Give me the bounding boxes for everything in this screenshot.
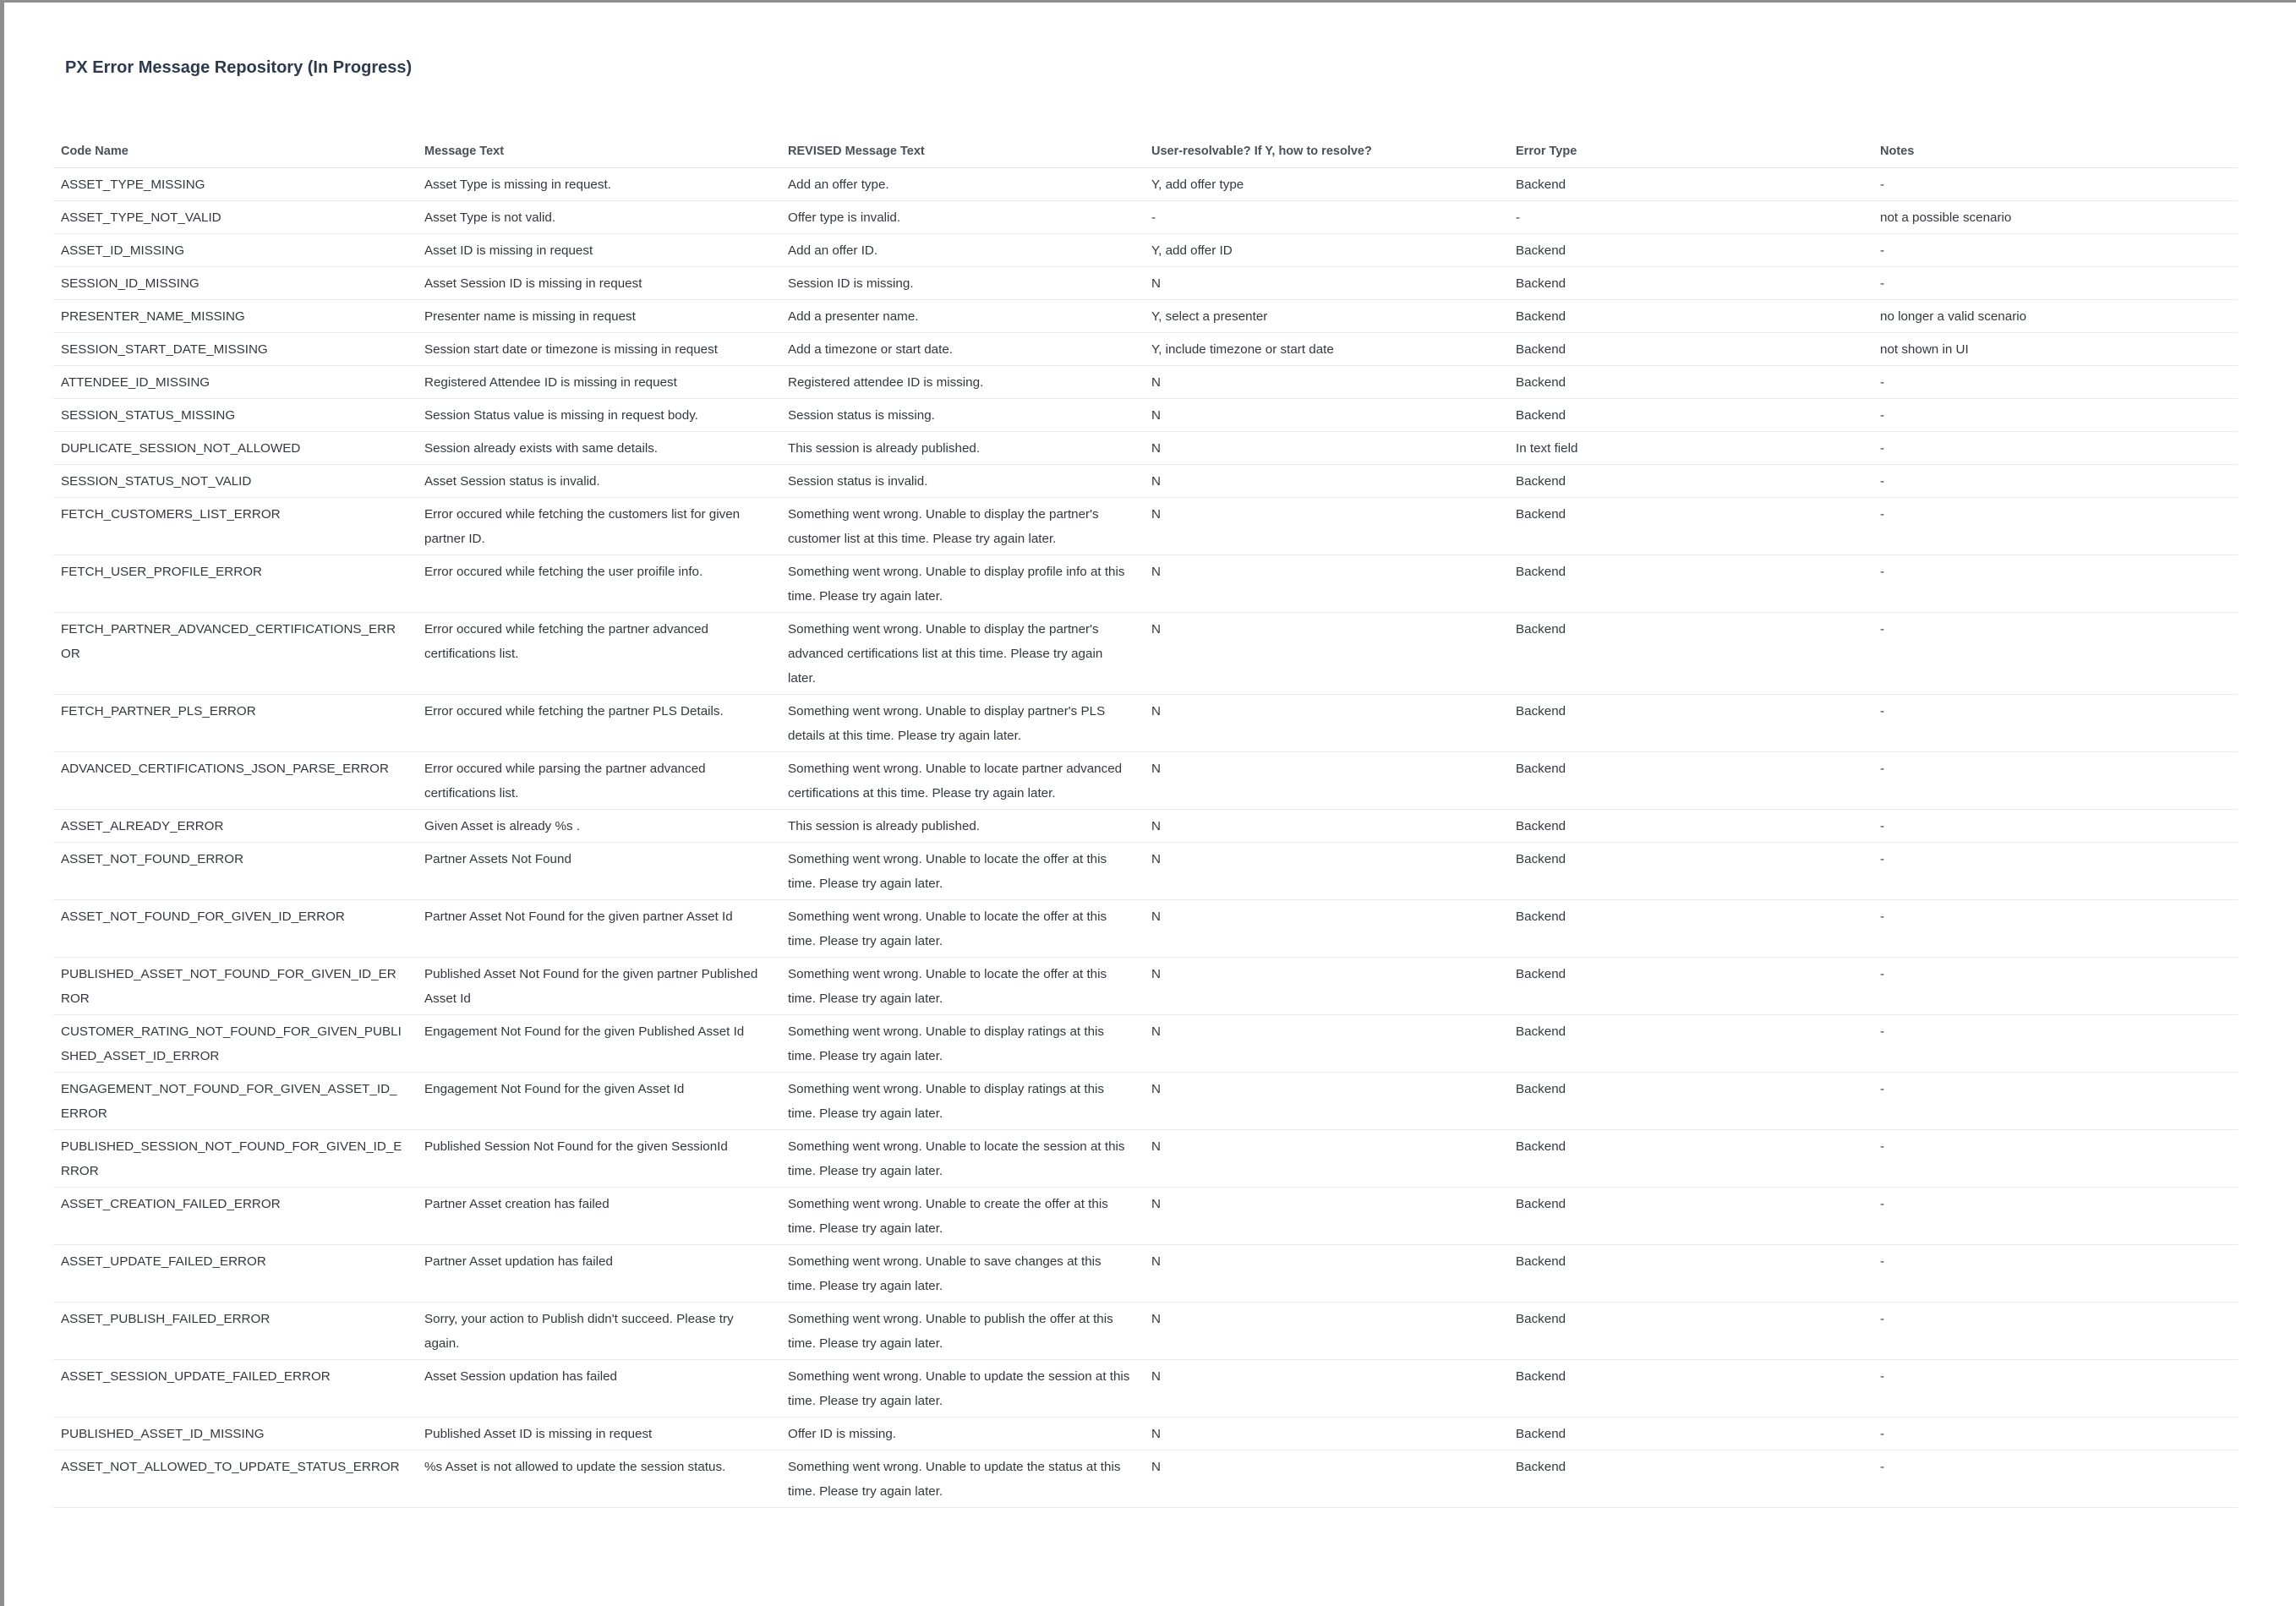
revised-message-text-cell: Add an offer type.	[780, 168, 1144, 201]
error-type-cell: Backend	[1508, 843, 1872, 900]
table-row	[53, 958, 2238, 1015]
error-type-cell: Backend	[1508, 1188, 1872, 1245]
revised-message-text-cell: Something went wrong. Unable to save changes at this time. Please try again later.	[780, 1245, 1144, 1303]
user-resolvable-cell: N	[1144, 1450, 1508, 1508]
user-resolvable-cell: N	[1144, 1073, 1508, 1130]
notes-cell: -	[1872, 695, 2238, 752]
notes-cell: -	[1872, 1303, 2238, 1360]
user-resolvable-cell: N	[1144, 1303, 1508, 1360]
notes-cell: -	[1872, 613, 2238, 695]
notes-cell: -	[1872, 752, 2238, 810]
error-type-cell: Backend	[1508, 810, 1872, 843]
revised-message-text-cell: Something went wrong. Unable to locate the offer at this time. Please try again later.	[780, 958, 1144, 1015]
notes-cell: no longer a valid scenario	[1872, 300, 2238, 333]
notes-cell: -	[1872, 810, 2238, 843]
notes-cell: -	[1872, 1015, 2238, 1073]
revised-message-text-cell: Session status is invalid.	[780, 465, 1144, 498]
code-name-cell: FETCH_USER_PROFILE_ERROR	[53, 555, 417, 613]
error-type-cell: Backend	[1508, 333, 1872, 366]
revised-message-text-cell: Something went wrong. Unable to locate the offer at this time. Please try again later.	[780, 900, 1144, 958]
table-row	[53, 366, 2238, 399]
user-resolvable-cell: N	[1144, 465, 1508, 498]
notes-cell: -	[1872, 1188, 2238, 1245]
error-type-cell: In text field	[1508, 432, 1872, 465]
error-type-cell: Backend	[1508, 1450, 1872, 1508]
revised-message-text-cell: Add a presenter name.	[780, 300, 1144, 333]
table-row	[53, 333, 2238, 366]
table-row	[53, 267, 2238, 300]
message-text-cell: Published Asset ID is missing in request	[417, 1418, 780, 1450]
code-name-cell: FETCH_CUSTOMERS_LIST_ERROR	[53, 498, 417, 555]
code-name-cell: SESSION_STATUS_MISSING	[53, 399, 417, 432]
message-text-cell: Presenter name is missing in request	[417, 300, 780, 333]
table-row	[53, 1245, 2238, 1303]
user-resolvable-cell: Y, add offer type	[1144, 168, 1508, 201]
notes-cell: -	[1872, 843, 2238, 900]
code-name-cell: ASSET_NOT_ALLOWED_TO_UPDATE_STATUS_ERROR	[53, 1450, 417, 1508]
notes-cell: -	[1872, 1130, 2238, 1188]
table-row	[53, 695, 2238, 752]
user-resolvable-cell: N	[1144, 1130, 1508, 1188]
code-name-cell: ADVANCED_CERTIFICATIONS_JSON_PARSE_ERROR	[53, 752, 417, 810]
user-resolvable-cell: N	[1144, 810, 1508, 843]
message-text-cell: Asset ID is missing in request	[417, 234, 780, 267]
error-type-cell: Backend	[1508, 1015, 1872, 1073]
revised-message-text-cell: Add a timezone or start date.	[780, 333, 1144, 366]
code-name-cell: PUBLISHED_SESSION_NOT_FOUND_FOR_GIVEN_ID_ERROR	[53, 1130, 417, 1188]
notes-cell: -	[1872, 1450, 2238, 1508]
user-resolvable-cell: N	[1144, 843, 1508, 900]
revised-message-text-cell: Something went wrong. Unable to display the partner's customer list at this time. Please try again later.	[780, 498, 1144, 555]
user-resolvable-cell: N	[1144, 399, 1508, 432]
code-name-cell: SESSION_START_DATE_MISSING	[53, 333, 417, 366]
notes-cell: -	[1872, 267, 2238, 300]
message-text-cell: Sorry, your action to Publish didn't succeed. Please try again.	[417, 1303, 780, 1360]
table-row	[53, 613, 2238, 695]
table-row	[53, 168, 2238, 201]
table-row	[53, 201, 2238, 234]
user-resolvable-cell: N	[1144, 1245, 1508, 1303]
user-resolvable-cell: N	[1144, 958, 1508, 1015]
error-type-cell: Backend	[1508, 168, 1872, 201]
error-type-cell: Backend	[1508, 366, 1872, 399]
message-text-cell: Error occured while fetching the partner advanced certifications list.	[417, 613, 780, 695]
message-text-cell: Error occured while fetching the user proifile info.	[417, 555, 780, 613]
table-row	[53, 1015, 2238, 1073]
notes-cell: -	[1872, 1073, 2238, 1130]
revised-message-text-cell: Something went wrong. Unable to update the session at this time. Please try again later.	[780, 1360, 1144, 1418]
error-type-cell: Backend	[1508, 1360, 1872, 1418]
message-text-cell: Partner Asset creation has failed	[417, 1188, 780, 1245]
notes-cell: -	[1872, 366, 2238, 399]
error-type-cell: Backend	[1508, 958, 1872, 1015]
user-resolvable-cell: N	[1144, 267, 1508, 300]
notes-cell: -	[1872, 1360, 2238, 1418]
error-type-cell: Backend	[1508, 555, 1872, 613]
notes-cell: -	[1872, 958, 2238, 1015]
user-resolvable-cell: N	[1144, 1188, 1508, 1245]
revised-message-text-cell: Something went wrong. Unable to create the offer at this time. Please try again later.	[780, 1188, 1144, 1245]
table-row	[53, 810, 2238, 843]
column-header-code-name: Code Name	[53, 133, 417, 168]
revised-message-text-cell: This session is already published.	[780, 810, 1144, 843]
column-header-error-type: Error Type	[1508, 133, 1872, 168]
table-body	[53, 168, 2238, 1508]
revised-message-text-cell: Something went wrong. Unable to update the status at this time. Please try again later.	[780, 1450, 1144, 1508]
code-name-cell: ASSET_ALREADY_ERROR	[53, 810, 417, 843]
code-name-cell: SESSION_ID_MISSING	[53, 267, 417, 300]
table-row	[53, 843, 2238, 900]
notes-cell: not shown in UI	[1872, 333, 2238, 366]
revised-message-text-cell: Session ID is missing.	[780, 267, 1144, 300]
table-row	[53, 900, 2238, 958]
table-row	[53, 752, 2238, 810]
message-text-cell: Engagement Not Found for the given Asset Id	[417, 1073, 780, 1130]
error-type-cell: Backend	[1508, 1245, 1872, 1303]
revised-message-text-cell: Something went wrong. Unable to locate the session at this time. Please try again later.	[780, 1130, 1144, 1188]
user-resolvable-cell: N	[1144, 900, 1508, 958]
message-text-cell: Error occured while parsing the partner advanced certifications list.	[417, 752, 780, 810]
code-name-cell: ASSET_TYPE_MISSING	[53, 168, 417, 201]
code-name-cell: DUPLICATE_SESSION_NOT_ALLOWED	[53, 432, 417, 465]
table-row	[53, 555, 2238, 613]
notes-cell: -	[1872, 465, 2238, 498]
revised-message-text-cell: Something went wrong. Unable to display the partner's advanced certifications list at this time. Please try again later.	[780, 613, 1144, 695]
table-row	[53, 432, 2238, 465]
user-resolvable-cell: N	[1144, 613, 1508, 695]
column-header-notes: Notes	[1872, 133, 2238, 168]
table-header-row	[53, 133, 2238, 168]
error-type-cell: Backend	[1508, 498, 1872, 555]
error-type-cell: Backend	[1508, 399, 1872, 432]
user-resolvable-cell: N	[1144, 555, 1508, 613]
revised-message-text-cell: Something went wrong. Unable to display partner's PLS details at this time. Please try again later.	[780, 695, 1144, 752]
revised-message-text-cell: Add an offer ID.	[780, 234, 1144, 267]
revised-message-text-cell: Session status is missing.	[780, 399, 1144, 432]
table-row	[53, 1450, 2238, 1508]
table-row	[53, 1360, 2238, 1418]
column-header-revised-message-text: REVISED Message Text	[780, 133, 1144, 168]
message-text-cell: Session Status value is missing in request body.	[417, 399, 780, 432]
table-row	[53, 1418, 2238, 1450]
code-name-cell: ASSET_SESSION_UPDATE_FAILED_ERROR	[53, 1360, 417, 1418]
notes-cell: not a possible scenario	[1872, 201, 2238, 234]
code-name-cell: PUBLISHED_ASSET_ID_MISSING	[53, 1418, 417, 1450]
message-text-cell: Session start date or timezone is missing in request	[417, 333, 780, 366]
table-row	[53, 1188, 2238, 1245]
code-name-cell: CUSTOMER_RATING_NOT_FOUND_FOR_GIVEN_PUBLISHED_ASSET_ID_ERROR	[53, 1015, 417, 1073]
notes-cell: -	[1872, 555, 2238, 613]
error-type-cell: Backend	[1508, 613, 1872, 695]
error-type-cell: Backend	[1508, 1418, 1872, 1450]
user-resolvable-cell: N	[1144, 1360, 1508, 1418]
notes-cell: -	[1872, 432, 2238, 465]
message-text-cell: Published Session Not Found for the given SessionId	[417, 1130, 780, 1188]
error-type-cell: Backend	[1508, 300, 1872, 333]
table-row	[53, 300, 2238, 333]
column-header-user-resolvable: User-resolvable? If Y, how to resolve?	[1144, 133, 1508, 168]
message-text-cell: Asset Type is not valid.	[417, 201, 780, 234]
revised-message-text-cell: Something went wrong. Unable to locate the offer at this time. Please try again later.	[780, 843, 1144, 900]
revised-message-text-cell: Something went wrong. Unable to locate partner advanced certifications at this time. Please try again later.	[780, 752, 1144, 810]
notes-cell: -	[1872, 234, 2238, 267]
user-resolvable-cell: N	[1144, 1015, 1508, 1073]
error-type-cell: Backend	[1508, 465, 1872, 498]
user-resolvable-cell: N	[1144, 1418, 1508, 1450]
code-name-cell: FETCH_PARTNER_PLS_ERROR	[53, 695, 417, 752]
table-row	[53, 234, 2238, 267]
message-text-cell: Session already exists with same details.	[417, 432, 780, 465]
message-text-cell: Published Asset Not Found for the given partner Published Asset Id	[417, 958, 780, 1015]
revised-message-text-cell: This session is already published.	[780, 432, 1144, 465]
code-name-cell: ASSET_TYPE_NOT_VALID	[53, 201, 417, 234]
code-name-cell: PUBLISHED_ASSET_NOT_FOUND_FOR_GIVEN_ID_ERROR	[53, 958, 417, 1015]
revised-message-text-cell: Registered attendee ID is missing.	[780, 366, 1144, 399]
code-name-cell: ASSET_PUBLISH_FAILED_ERROR	[53, 1303, 417, 1360]
user-resolvable-cell: Y, include timezone or start date	[1144, 333, 1508, 366]
revised-message-text-cell: Something went wrong. Unable to display profile info at this time. Please try again later.	[780, 555, 1144, 613]
message-text-cell: %s Asset is not allowed to update the session status.	[417, 1450, 780, 1508]
error-type-cell: -	[1508, 201, 1872, 234]
error-type-cell: Backend	[1508, 267, 1872, 300]
code-name-cell: SESSION_STATUS_NOT_VALID	[53, 465, 417, 498]
error-type-cell: Backend	[1508, 1303, 1872, 1360]
table-row	[53, 399, 2238, 432]
code-name-cell: ASSET_UPDATE_FAILED_ERROR	[53, 1245, 417, 1303]
code-name-cell: PRESENTER_NAME_MISSING	[53, 300, 417, 333]
code-name-cell: ASSET_ID_MISSING	[53, 234, 417, 267]
message-text-cell: Asset Session updation has failed	[417, 1360, 780, 1418]
document-title: PX Error Message Repository (In Progress)	[65, 58, 413, 77]
notes-cell: -	[1872, 1245, 2238, 1303]
error-type-cell: Backend	[1508, 695, 1872, 752]
user-resolvable-cell: N	[1144, 366, 1508, 399]
error-type-cell: Backend	[1508, 1073, 1872, 1130]
message-text-cell: Partner Assets Not Found	[417, 843, 780, 900]
code-name-cell: ASSET_CREATION_FAILED_ERROR	[53, 1188, 417, 1245]
message-text-cell: Given Asset is already %s .	[417, 810, 780, 843]
message-text-cell: Registered Attendee ID is missing in request	[417, 366, 780, 399]
user-resolvable-cell: N	[1144, 695, 1508, 752]
column-header-message-text: Message Text	[417, 133, 780, 168]
message-text-cell: Error occured while fetching the customers list for given partner ID.	[417, 498, 780, 555]
message-text-cell: Error occured while fetching the partner PLS Details.	[417, 695, 780, 752]
message-text-cell: Asset Session ID is missing in request	[417, 267, 780, 300]
notes-cell: -	[1872, 399, 2238, 432]
table-row	[53, 498, 2238, 555]
revised-message-text-cell: Offer ID is missing.	[780, 1418, 1144, 1450]
notes-cell: -	[1872, 1418, 2238, 1450]
message-text-cell: Partner Asset updation has failed	[417, 1245, 780, 1303]
code-name-cell: ASSET_NOT_FOUND_FOR_GIVEN_ID_ERROR	[53, 900, 417, 958]
error-type-cell: Backend	[1508, 752, 1872, 810]
code-name-cell: ASSET_NOT_FOUND_ERROR	[53, 843, 417, 900]
user-resolvable-cell: N	[1144, 498, 1508, 555]
user-resolvable-cell: Y, select a presenter	[1144, 300, 1508, 333]
code-name-cell: ATTENDEE_ID_MISSING	[53, 366, 417, 399]
revised-message-text-cell: Something went wrong. Unable to display ratings at this time. Please try again later.	[780, 1015, 1144, 1073]
table-row	[53, 1303, 2238, 1360]
table-row	[53, 465, 2238, 498]
table-row	[53, 1130, 2238, 1188]
error-type-cell: Backend	[1508, 900, 1872, 958]
message-text-cell: Partner Asset Not Found for the given partner Asset Id	[417, 900, 780, 958]
notes-cell: -	[1872, 900, 2238, 958]
message-text-cell: Engagement Not Found for the given Published Asset Id	[417, 1015, 780, 1073]
message-text-cell: Asset Type is missing in request.	[417, 168, 780, 201]
message-text-cell: Asset Session status is invalid.	[417, 465, 780, 498]
revised-message-text-cell: Offer type is invalid.	[780, 201, 1144, 234]
user-resolvable-cell: Y, add offer ID	[1144, 234, 1508, 267]
error-type-cell: Backend	[1508, 1130, 1872, 1188]
table-row	[53, 1073, 2238, 1130]
error-type-cell: Backend	[1508, 234, 1872, 267]
user-resolvable-cell: N	[1144, 752, 1508, 810]
notes-cell: -	[1872, 498, 2238, 555]
user-resolvable-cell: N	[1144, 432, 1508, 465]
code-name-cell: FETCH_PARTNER_ADVANCED_CERTIFICATIONS_ERROR	[53, 613, 417, 695]
revised-message-text-cell: Something went wrong. Unable to display ratings at this time. Please try again later.	[780, 1073, 1144, 1130]
code-name-cell: ENGAGEMENT_NOT_FOUND_FOR_GIVEN_ASSET_ID_ERROR	[53, 1073, 417, 1130]
notes-cell: -	[1872, 168, 2238, 201]
error-message-table	[53, 133, 2238, 1508]
user-resolvable-cell: -	[1144, 201, 1508, 234]
revised-message-text-cell: Something went wrong. Unable to publish the offer at this time. Please try again later.	[780, 1303, 1144, 1360]
